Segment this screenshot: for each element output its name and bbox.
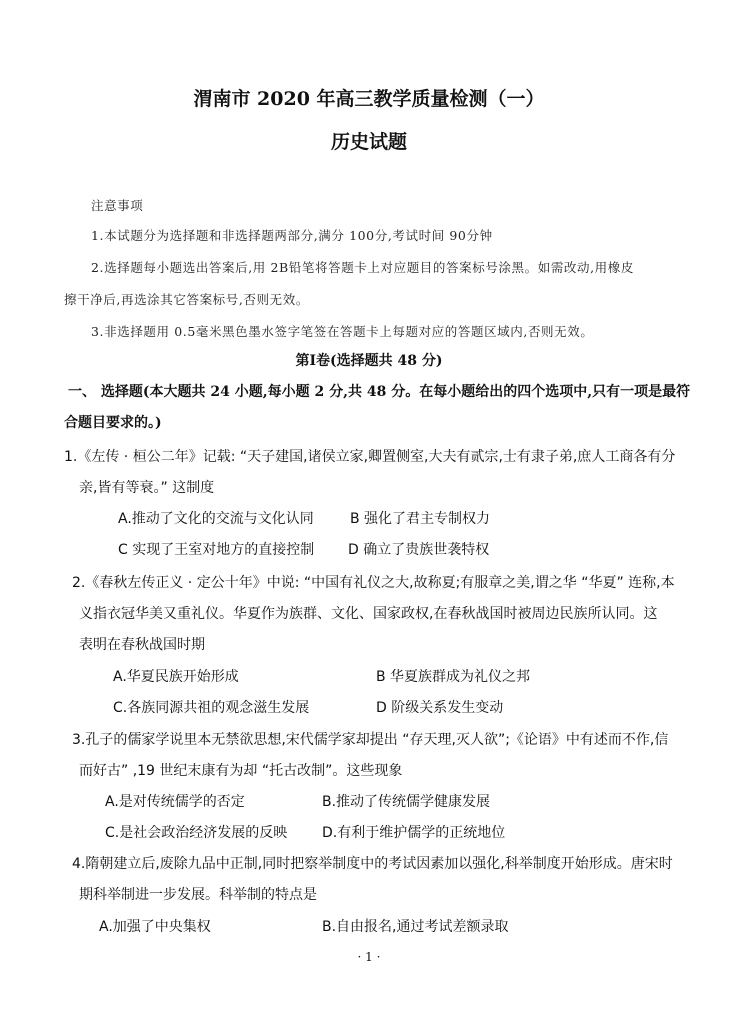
option-d: D 阶级关系发生变动 — [376, 700, 504, 716]
notice-item: 1.本试题分为选择题和非选择题两部分,满分 100分,考试时间 90分钟 — [91, 228, 493, 243]
part-title: 第Ⅰ卷(选择题共 48 分) — [295, 353, 443, 369]
question-text: 表明在春秋战国时期 — [79, 637, 205, 653]
page-title: 渭南市 2020 年高三教学质量检测（一） — [193, 88, 545, 110]
question-text: 而好古” ,19 世纪末康有为却 “托古改制”。这些现象 — [79, 763, 403, 779]
question-text: 4.隋朝建立后,废除九品中正制,同时把察举制度中的考试因素加以强化,科举制度开始形成。唐宋时 — [72, 856, 673, 872]
option-c: C.是社会政治经济发展的反映 — [105, 825, 288, 841]
notice-item: 2.选择题每小题选出答案后,用 2B铅笔将答题卡上对应题目的答案标号涂黑。如需改动,用橡皮 — [91, 260, 634, 275]
question-text: 3.孔子的儒家学说里本无禁欲思想,宋代儒学家却提出 “存天理,灭人欲”;《论语》中有述而不作,信 — [72, 732, 669, 748]
option-a: A.是对传统儒学的否定 — [105, 794, 245, 810]
option-b: B.自由报名,通过考试差额录取 — [322, 919, 509, 935]
section-instruction: 一、 选择题(本大题共 24 小题,每小题 2 分,共 48 分。在每小题给出的四个选项中,只有一项是最符 — [68, 384, 691, 400]
question-text: 2.《春秋左传正义 · 定公十年》中说: “中国有礼仪之大,故称夏;有服章之美,谓之华 “华夏” 连称,本 — [72, 575, 675, 591]
option-d: D 确立了贵族世袭特权 — [348, 542, 490, 558]
option-a: A.加强了中央集权 — [99, 919, 211, 935]
page-number: · 1 · — [357, 950, 381, 964]
option-b: B 华夏族群成为礼仪之邦 — [376, 669, 531, 685]
option-a: A.推动了文化的交流与文化认同 — [118, 511, 314, 527]
notice-heading: 注意事项 — [91, 198, 144, 213]
notice-item: 3.非选择题用 0.5毫米黑色墨水签字笔签在答题卡上每题对应的答题区域内,否则无效。 — [91, 324, 594, 339]
option-b: B 强化了君主专制权力 — [350, 511, 491, 527]
page-subtitle: 历史试题 — [330, 131, 407, 153]
question-text: 期科举制进一步发展。科举制的特点是 — [79, 887, 317, 903]
option-c: C.各族同源共祖的观念滋生发展 — [113, 700, 310, 716]
question-text: 义指衣冠华美又重礼仪。华夏作为族群、文化、国家政权,在春秋战国时被周边民族所认同。这 — [79, 606, 658, 622]
question-text: 亲,皆有等衰。” 这制度 — [79, 480, 215, 496]
section-instruction: 合题目要求的。) — [64, 415, 162, 431]
option-a: A.华夏民族开始形成 — [113, 669, 239, 685]
question-text: 1.《左传 · 桓公二年》记载: “天子建国,诸侯立家,卿置侧室,大夫有贰宗,士有隶子弟,庶人工商各有分 — [64, 449, 676, 465]
option-d: D.有利于维护儒学的正统地位 — [322, 825, 506, 841]
notice-item: 擦干净后,再选涂其它答案标号,否则无效。 — [64, 292, 309, 307]
option-b: B.推动了传统儒学健康发展 — [322, 794, 491, 810]
option-c: C 实现了王室对地方的直接控制 — [118, 542, 315, 558]
